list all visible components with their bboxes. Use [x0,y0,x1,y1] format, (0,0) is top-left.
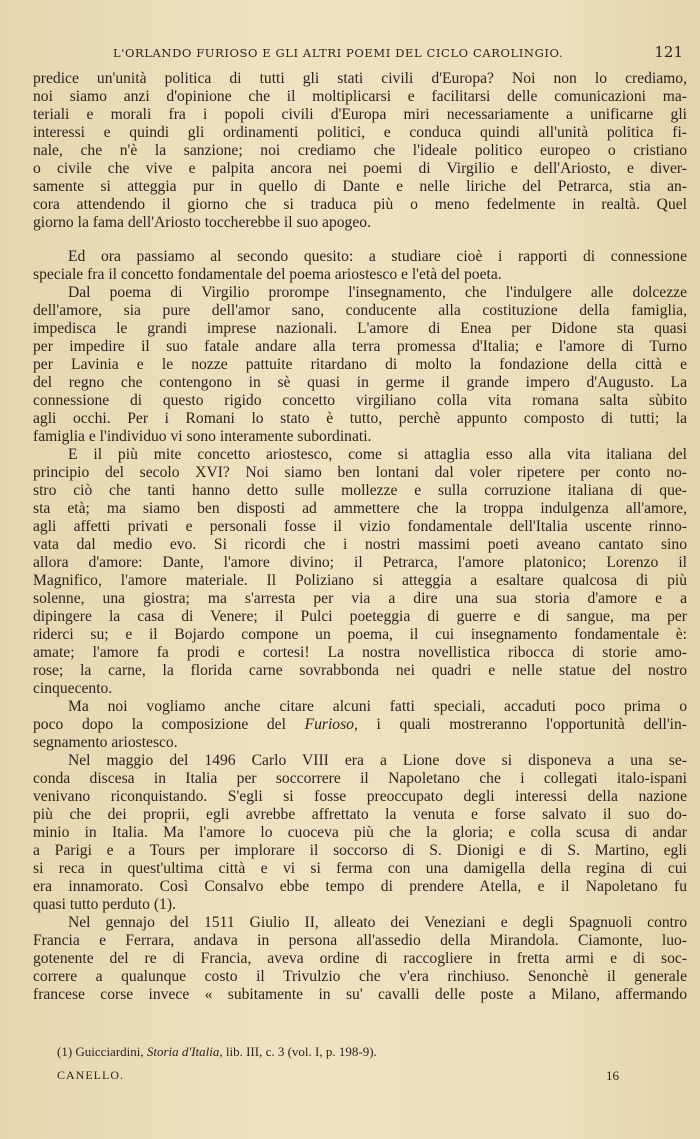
paragraph [33,914,687,1004]
text-line: agli occhi. Per i Romani lo stato è tutto, perchè appunto composto di tutti; la [33,410,687,427]
signature-sheet-number: 16 [606,1068,619,1083]
text-line: venivano riconquistando. S'egli si fosse preoccupato degli interessi della nazione [33,788,687,805]
text-line: Francia e Ferrara, andava in persona all'assedio della Mirandola. Ciamonte, luo- [33,932,687,949]
text-line: impedisca le grandi imprese nazionali. L'amore di Enea per Didone sta quasi [33,320,687,337]
paragraph [33,752,687,914]
text-line: correre a qualunque costo il Trivulzio che v'era rinchiuso. Senonchè il generale [33,968,687,985]
paragraph [33,284,687,446]
text-line: a Parigi e a Tours per implorare il soccorso di S. Dionigi e di S. Martino, egli [33,842,687,859]
text-line: interessi e quindi gli ordinamenti politici, e conduca quindi all'unità politica fi- [33,124,687,141]
text-line: allora d'amore: Dante, l'amore divino; il Petrarca, l'amore platonico; Lorenzo il [33,554,687,571]
text-line: stro ciò che tanti hanno detto sulle mollezze e sulla corruzione italiana di que- [33,482,687,499]
text-line: amate; l'amore fa prodi e cortesi! La nostra novellistica ribocca di storie amo- [33,644,687,661]
footnote [57,1044,377,1060]
text-line: Dal poema di Virgilio prorompe l'insegnamento, che l'indulgere alle dolcezze [68,284,687,301]
footnote-text: (1) Guicciardini, [57,1044,147,1059]
text-line: vata dal medio evo. Si ricordi che i nostri massimi poeti aveano cantato sino [33,536,687,553]
text-line: conda discesa in Italia per soccorrere il Napoletano che i collegati italo-ispani [33,770,687,787]
text-line: del regno che contengono in sè quasi in germe il grande impero d'Augusto. La [33,374,687,391]
paragraph [33,698,687,752]
text-line: era innamorato. Così Consalvo ebbe tempo di prendere Atella, e il Napoletano fu [33,878,687,895]
text-line: minio in Italia. Ma l'amore lo cuoceva più che la gloria; e colla scusa di andar [33,824,687,841]
running-title: L'ORLANDO FURIOSO E GLI ALTRI POEMI DEL CICLO CAROLINGIO. [113,46,564,60]
text-line: quasi tutto perduto (1). [33,896,176,913]
text-line: riderci su; e il Bojardo compone un poema, il cui insegnamento fondamentale è: [33,626,687,643]
page-header [33,43,687,66]
footnote-ref: lib. III, c. 3 (vol. I, p. 198-9). [222,1044,377,1059]
text-line: dipingere la casa di Venere; il Pulci poeteggia di guerre e di sangue, ma per [33,608,687,625]
text-line: nale, che n'è la sanzione; noi crediamo che l'ideale politico europeo o cristiano [33,142,687,159]
text-line: Magnifico, l'amore materiale. Il Poliziano si atteggia a esaltare qualcosa di più [33,572,687,589]
text-line: giorno la fama dell'Ariosto toccherebbe il suo apogeo. [33,214,371,231]
text-line: Nel gennajo del 1511 Giulio II, alleato dei Veneziani e degli Spagnuoli contro [68,914,687,931]
text-line: Ma noi vogliamo anche citare alcuni fatti speciali, accaduti poco prima o [68,698,687,715]
paragraph [33,446,687,698]
body-text [33,70,687,1004]
text-segment: poco dopo la composizione del [33,716,305,733]
text-line: Nel maggio del 1496 Carlo VIII era a Lione dove si disponeva a una se- [68,752,687,769]
text-line: E il più mite concetto ariostesco, come si attaglia esso alla vita italiana del [68,446,687,463]
text-line: connessione di questo rigido concetto virgiliano colla vita romana salta sùbito [33,392,687,409]
text-line: più che dei proprii, egli avrebbe affrettato la venuta e forse salvato il suo do- [33,806,687,823]
text-line: segnamento ariostesco. [33,734,178,751]
paragraph [33,248,687,284]
text-line: speciale fra il concetto fondamentale del poema ariostesco e l'età del poeta. [33,266,502,283]
text-line: noi siamo anzi d'opinione che il moltiplicarsi e facilitarsi delle comunicazioni ma- [33,88,687,105]
text-line: dell'amore, sia pure dell'amor sano, conducente alla costituzione della famiglia, [33,302,687,319]
text-line: francese corse invece « subitamente in su' cavalli delle poste a Milano, affermando [33,986,687,1003]
text-line: solenne, una giostra; ma s'arresta per via a dire una sua storia d'amore e a [33,590,687,607]
text-line: predice un'unità politica di tutti gli stati civili d'Europa? Noi non lo crediamo, [33,70,687,87]
text-line: gotenente del re di Francia, aveva ordine di raccogliere in fretta armi e di soc- [33,950,687,967]
text-line: teriali e morali fra i popoli civili d'Europa miri necessariamente a unificarne gli [33,106,687,123]
text-line: agli affetti privati e personali fosse il vizio fondamentale dell'Italia uscente rinno- [33,518,687,535]
paragraph [33,70,687,232]
text-line: famiglia e l'individuo vi sono interamente subordinati. [33,428,372,445]
text-line: cora attendendo il giorno che si traduca più o meno fedelmente in realtà. Quel [33,196,687,213]
text-line: per Lavinia e le nozze pattuite ritardano di molto la fondazione della città e [33,356,687,373]
text-line: rose; la carne, la florida carne sovrabbonda nei quadri e nelle statue del nostro [33,662,687,679]
text-line: samente si atteggia pur in quello di Dante e nelle liriche del Petrarca, stia an- [33,178,687,195]
text-segment: i quali mostreranno l'opportunità dell'in- [357,716,687,733]
text-line: o civile che vive e palpita ancora nei poemi di Virgilio e dell'Ariosto, e diver- [33,160,687,177]
text-line: si reca in quest'ultima città e vi si ferma con una damigella della regina di cui [33,860,687,877]
text-line: principio del secolo XVI? Noi siamo ben lontani dal voler ripetere per conto no- [33,464,687,481]
text-line [33,716,687,734]
text-line: cinquecento. [33,680,113,697]
italic-title: Furioso, [304,716,358,733]
footnote-title: Storia d'Italia, [146,1044,223,1059]
text-line: Ed ora passiamo al secondo quesito: a studiare cioè i rapporti di connessione [68,248,687,265]
text-line: sta età; ma siamo ben disposti ad ammettere che la troppa indulgenza all'amore, [33,500,687,517]
signature-author: CANELLO. [57,1068,124,1082]
paragraph-gap [33,232,687,248]
text-line: per impedire il suo fatale andare alla terra promessa d'Italia; e l'amore di Turno [33,338,687,355]
page-number: 121 [654,43,683,61]
